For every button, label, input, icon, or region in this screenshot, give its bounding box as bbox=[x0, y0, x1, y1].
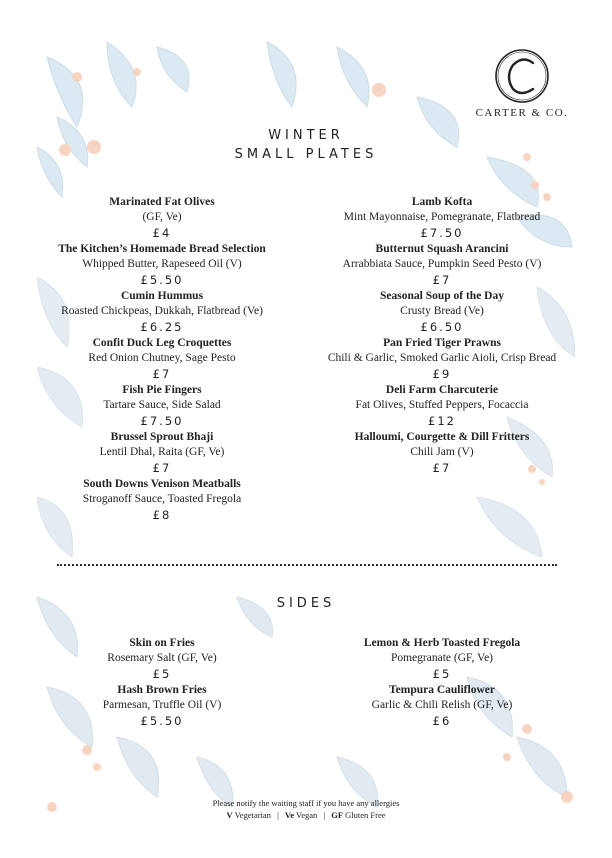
menu-item bbox=[37, 636, 287, 683]
menu-item-price: £7 bbox=[432, 461, 452, 475]
menu-item-description: Arrabbiata Sauce, Pumpkin Seed Pesto (V) bbox=[342, 258, 542, 270]
menu-item bbox=[37, 242, 287, 289]
menu-item-name: Lemon & Herb Toasted Fregola bbox=[363, 637, 521, 649]
menu-item-price: £5 bbox=[152, 667, 172, 681]
menu-item-price: £7 bbox=[152, 367, 172, 381]
legend-separator: | bbox=[277, 810, 279, 820]
small-plates-title-line2: SMALL PLATES bbox=[234, 147, 378, 162]
menu-item-price: £12 bbox=[428, 414, 456, 428]
menu-item bbox=[37, 683, 287, 730]
menu-item-description: Rosemary Salt (GF, Ve) bbox=[107, 652, 217, 664]
menu-item bbox=[37, 430, 287, 477]
menu-item-description: Tartare Sauce, Side Salad bbox=[103, 399, 221, 411]
menu-item-price: £4 bbox=[152, 226, 172, 240]
menu-item-price: £7.50 bbox=[140, 414, 184, 428]
sides-title: SIDES bbox=[276, 596, 336, 611]
small-plates-title bbox=[37, 126, 575, 164]
menu-item-name: Lamb Kofta bbox=[411, 196, 473, 208]
legend-separator: | bbox=[323, 810, 326, 820]
menu-item-name: Cumin Hummus bbox=[120, 290, 204, 302]
menu-item-price: £7.50 bbox=[420, 226, 464, 240]
menu-item-price: £7 bbox=[152, 461, 172, 475]
section-divider bbox=[57, 564, 557, 566]
menu-item-name: South Downs Venison Meatballs bbox=[83, 478, 241, 490]
small-plates-title-line1: WINTER bbox=[268, 128, 344, 143]
menu-item bbox=[317, 636, 567, 683]
small-plates-left-column bbox=[37, 195, 287, 524]
menu-item-price: £5.50 bbox=[140, 714, 184, 728]
legend-label-ve: Vegan bbox=[296, 810, 318, 820]
menu-item-description: Lentil Dhal, Raita (GF, Ve) bbox=[99, 446, 225, 458]
menu-item bbox=[37, 477, 287, 524]
menu-item-price: £6.25 bbox=[140, 320, 184, 334]
menu-item bbox=[37, 195, 287, 242]
menu-item-name: Pan Fried Tiger Prawns bbox=[383, 337, 501, 349]
small-plates-right-column bbox=[317, 195, 567, 477]
allergy-notice: Please notify the waiting staff if you have any allergies bbox=[212, 798, 400, 808]
menu-item-name: Deli Farm Charcuterie bbox=[385, 384, 499, 396]
menu-item-price: £6 bbox=[432, 714, 452, 728]
menu-item-description: Fat Olives, Stuffed Peppers, Focaccia bbox=[355, 399, 529, 411]
menu-item-name: Hash Brown Fries bbox=[117, 684, 207, 696]
legend-label-v: Vegetarian bbox=[234, 810, 271, 820]
dietary-legend bbox=[37, 809, 575, 821]
menu-item bbox=[317, 195, 567, 242]
menu-item-name: Brussel Sprout Bhaji bbox=[110, 431, 214, 443]
menu-item-name: Tempura Cauliflower bbox=[389, 684, 495, 696]
menu-item-price: £5 bbox=[432, 667, 452, 681]
menu-item bbox=[317, 242, 567, 289]
menu-item-description: Parmesan, Truffle Oil (V) bbox=[102, 699, 222, 711]
menu-item-description: Mint Mayonnaise, Pomegranate, Flatbread bbox=[343, 211, 541, 223]
menu-item-description: Chili Jam (V) bbox=[410, 446, 474, 458]
menu-item-name: The Kitchen’s Homemade Bread Selection bbox=[58, 243, 266, 255]
menu-item-description: Chili & Garlic, Smoked Garlic Aioli, Crisp Bread bbox=[327, 352, 557, 364]
menu-item-description: Whipped Butter, Rapeseed Oil (V) bbox=[82, 258, 242, 270]
menu-item-description: Stroganoff Sauce, Toasted Fregola bbox=[82, 493, 242, 505]
menu-item-description: Roasted Chickpeas, Dukkah, Flatbread (Ve) bbox=[61, 305, 263, 317]
legend-label-gf: Gluten Free bbox=[345, 810, 386, 820]
menu-page bbox=[37, 37, 575, 827]
menu-item bbox=[37, 336, 287, 383]
menu-item-name: Halloumi, Courgette & Dill Fritters bbox=[354, 431, 530, 443]
brand-name: CARTER & CO. bbox=[475, 107, 569, 119]
menu-item bbox=[317, 683, 567, 730]
legend-code-ve: Ve bbox=[284, 810, 295, 820]
menu-item-name: Butternut Squash Arancini bbox=[375, 243, 509, 255]
menu-item bbox=[317, 336, 567, 383]
allergy-footer bbox=[37, 797, 575, 821]
menu-item bbox=[317, 289, 567, 336]
menu-item-description: Pomegranate (GF, Ve) bbox=[390, 652, 494, 664]
menu-item-name: Marinated Fat Olives bbox=[109, 196, 215, 208]
sides-right-column bbox=[317, 636, 567, 730]
menu-item-price: £5.50 bbox=[140, 273, 184, 287]
legend-code-v: V bbox=[226, 810, 233, 820]
menu-item-price: £8 bbox=[152, 508, 172, 522]
menu-item-price: £9 bbox=[432, 367, 452, 381]
brand-monogram-icon bbox=[493, 47, 551, 105]
menu-item bbox=[37, 289, 287, 336]
menu-item bbox=[37, 383, 287, 430]
menu-item-description: Red Onion Chutney, Sage Pesto bbox=[88, 352, 236, 364]
menu-item-name: Skin on Fries bbox=[129, 637, 195, 649]
menu-item-name: Confit Duck Leg Croquettes bbox=[92, 337, 232, 349]
menu-item-price: £6.50 bbox=[420, 320, 464, 334]
menu-item-description: (GF, Ve) bbox=[142, 211, 182, 223]
menu-item-name: Fish Pie Fingers bbox=[122, 384, 202, 396]
menu-item-description: Crusty Bread (Ve) bbox=[400, 305, 484, 317]
foliage-top-left bbox=[37, 42, 189, 197]
sides-left-column bbox=[37, 636, 287, 730]
menu-item bbox=[317, 383, 567, 430]
menu-item bbox=[317, 430, 567, 477]
menu-item-price: £7 bbox=[432, 273, 452, 287]
brand-logo bbox=[467, 47, 575, 127]
menu-item-name: Seasonal Soup of the Day bbox=[380, 290, 504, 302]
menu-item-description: Garlic & Chili Relish (GF, Ve) bbox=[371, 699, 513, 711]
legend-code-gf: GF bbox=[331, 810, 344, 820]
